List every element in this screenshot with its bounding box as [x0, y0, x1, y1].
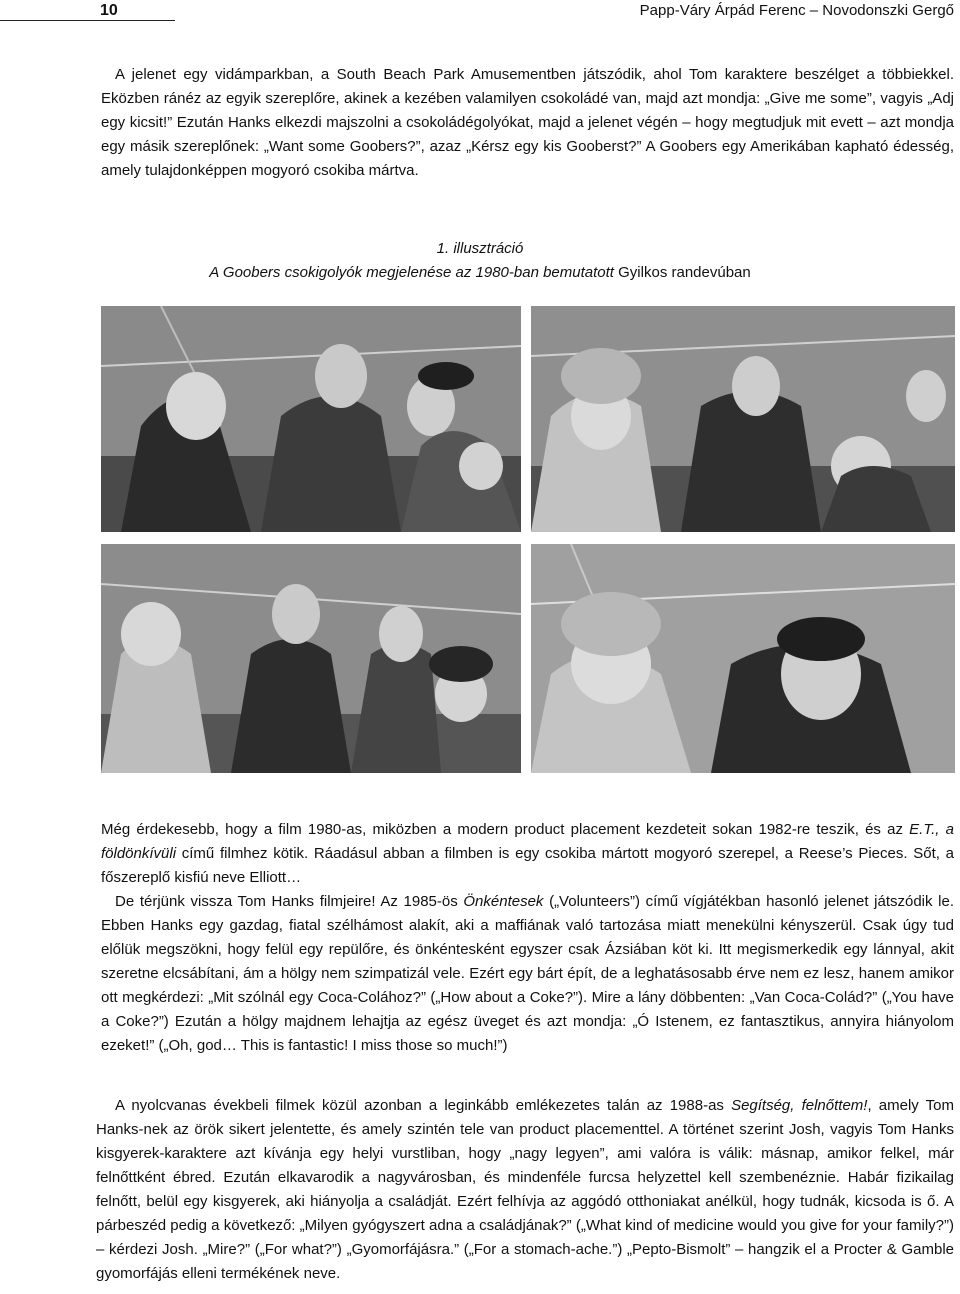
paragraph-1-italic: E.T., a földönkívüli: [101, 821, 954, 862]
paragraph-2-b: („Volunteers”) című vígjátékban hasonló jelenet játszódik le. Ebben Hanks egy gazdag, fiatal szélhámost alakít, aki a maffiának való tartozása miatt menekülni kényszerül. Csak úgy tud előlük megszökni, hogy felül egy repülőre, és önkéntesként egyszer csak Ázsiában köt ki. Itt megismerkedik egy lánnyal, akit szeretne elcsábítani, ám a hölgy nem szimpatizál vele. Ezért egy bárt épít, de a leghatásosabb érve nem ez lesz, hanem amikor ott megkérdezi: „Mit szólnál egy Coca-Colához?” („How about a Coke?”). Mire a lány döbbenten: „Van Coca-Colád?” („You have a Coke?”) Ezután a hölgy majdnem lehajtja az egész üveget és azt mondja: „Ó Istenem, ez fantasztikus, annyira hiányolom ezeket!” („Oh, god… This is fantastic! I miss those so much!”): [101, 893, 954, 1054]
paragraph-1-a: Még érdekesebb, hogy a film 1980-as, miközben a modern product placement kezdeteit sokan 1982-re teszik, és az: [101, 821, 910, 838]
film-still-3: [101, 544, 521, 773]
figure-caption-title: Gyilkos randevúban: [618, 264, 751, 281]
paragraph-3: [96, 1094, 954, 1286]
film-still-1: [101, 306, 521, 532]
figure-label: 1. illusztráció: [436, 240, 524, 257]
paragraph-2: [101, 890, 954, 1058]
paragraph-3-a: A nyolcvanas évekbeli filmek közül azonban a leginkább emlékezetes talán az 1988-as: [115, 1097, 732, 1114]
film-still-2: [531, 306, 955, 532]
figure-caption: [0, 264, 960, 281]
paragraph-2-italic: Önkéntesek: [463, 893, 544, 910]
page-header: [0, 0, 960, 22]
intro-text: A jelenet egy vidámparkban, a South Beach Park Amusementben játszódik, ahol Tom karaktere beszélget a többiekkel. Eközben ránéz az egyik szereplőre, akinek a kezében valamilyen csokoládé van, majd azt mondja: „Give me some”, vagyis „Adj egy kicsit!” Ezután Hanks elkezdi majszolni a csokoládégolyókat, majd a jelenet végén – hogy megtudjuk mit evett – azt mondja egy másik szereplőnek: „Want some Goobers?”, azaz „Kérsz egy kis Gooberst?” A Goobers egy Amerikában kapható édesség, amely tulajdonképpen mogyoró csokiba mártva.: [101, 66, 954, 179]
paragraph-3-italic: Segítség, felnőttem!: [731, 1097, 868, 1114]
film-still-4: [531, 544, 955, 773]
page-number: 10: [100, 2, 118, 19]
figure-caption-italic: A Goobers csokigolyók megjelenése az 1980-ban bemutatott: [209, 264, 614, 281]
paragraph-3-b: , amely Tom Hanks-nek az örök sikert jelentette, és amely szintén tele van product placementtel. A történet szerint Josh, vagyis Tom Hanks kisgyerek-karaktere azt kívánja egy helyi vurstliban, hogy „nagy legyen”, ami valóra is válik: másnap, amikor felkel, már felnőttként ébred. Ezután elkavarodik a nagyvárosban, és mindenféle furcsa helyzettel kell szembenéznie. Habár fizikailag felnőtt, belül egy kisgyerek, aki hiányolja a családját. Ezért felhívja az aggódó otthoniakat anélkül, hogy tudnák, kicsoda is ő. A párbeszéd pedig a következő: „Milyen gyógyszert adna a családjának?” („What kind of medicine would you give for your family?”) – kérdezi Josh. „Mire?” („For what?”) „Gyomorfájásra.” („For a stomach-ache.”) „Pepto-Bismolt” – hangzik el a Procter & Gamble gyomorfájás elleni termékének neve.: [96, 1097, 954, 1282]
intro-paragraph: [101, 63, 954, 183]
header-rule: [0, 20, 175, 21]
paragraph-1: [101, 818, 954, 890]
running-head-authors: Papp-Váry Árpád Ferenc – Novodonszki Gergő: [639, 2, 954, 19]
paragraph-1-b: című filmhez kötik. Ráadásul abban a filmben is egy csokiba mártott mogyoró szerepel, a Reese’s Pieces. Sőt, a főszereplő kisfiú neve Elliott…: [101, 845, 954, 886]
paragraph-2-a: De térjünk vissza Tom Hanks filmjeire! Az 1985-ös: [115, 893, 464, 910]
